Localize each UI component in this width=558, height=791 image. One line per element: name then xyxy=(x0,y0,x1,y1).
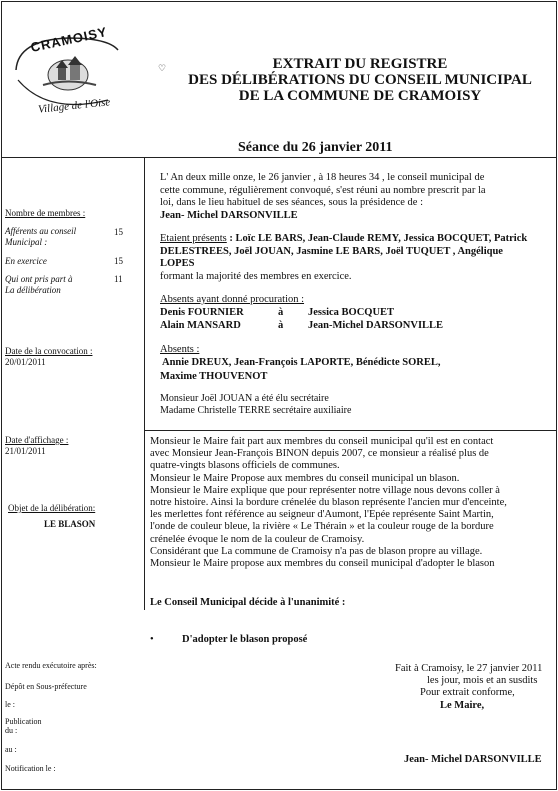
depot-date-label: le : xyxy=(5,700,15,709)
commune-logo xyxy=(8,24,126,120)
procuration-title: Absents ayant donné procuration : xyxy=(160,294,305,305)
depot-label: Dépôt en Sous-préfecture xyxy=(5,682,87,691)
affichage-date: 21/01/2011 xyxy=(5,446,46,456)
procuration-row-1-from: Denis FOURNIER xyxy=(160,307,244,318)
sidebar-divider-lower xyxy=(144,430,145,610)
exercice-value: 15 xyxy=(114,256,123,266)
afferents-label: Afférents au conseil Municipal : xyxy=(5,226,77,247)
convocation-date: 20/01/2011 xyxy=(5,357,46,367)
intro-paragraph: L' An deux mille onze, le 26 janvier , à 18 heures 34 , le conseil municipal de cette commune, régulièrement convoqué, s'est réuni au nombre prescrit par la loi, dans le lieu habituel de ses séances, sous la présidence de : Jean- Michel DARSONVILLE xyxy=(160,172,545,222)
procuration-row-1-to: Jessica BOCQUET xyxy=(308,307,395,318)
president-name: Jean- Michel DARSONVILLE xyxy=(160,209,298,221)
procuration-row-2-from: Alain MANSARD xyxy=(160,320,241,331)
objet-value: LE BLASON xyxy=(44,519,96,529)
presents-label: Etaient présents xyxy=(160,233,227,244)
part-label: Qui ont pris part à La délibération xyxy=(5,274,73,295)
procuration-row-2-a: à xyxy=(278,320,284,331)
divider-deliberation xyxy=(144,430,557,431)
session-title: Séance du 26 janvier 2011 xyxy=(238,140,393,155)
affichage-title: Date d'affichage : xyxy=(5,435,69,445)
acte-label: Acte rendu exécutoire après: xyxy=(5,661,97,670)
exercice-label: En exercice xyxy=(5,256,47,266)
signature-line-1: Fait à Cramoisy, le 27 janvier 2011 xyxy=(395,663,543,674)
publication-label: Publication xyxy=(5,717,42,726)
logo-tagline: Village de l'Oise xyxy=(37,96,111,116)
convocation-title: Date de la convocation : xyxy=(5,346,93,356)
members-title: Nombre de membres : xyxy=(5,208,86,218)
objet-title: Objet de la délibération: xyxy=(8,503,96,513)
procuration-row-1-a: à xyxy=(278,307,284,318)
secretary-line-2: Madame Christelle TERRE secrétaire auxiliaire xyxy=(160,405,352,416)
heart-icon: ♡ xyxy=(158,63,167,73)
deliberation-text: Monsieur le Maire fait part aux membres du conseil municipal qu'il est en contact avec Monsieur Jean-François BINON depuis 2007, ce monsieur a réalisé plus de quatre-vingts blasons officiels de communes. Monsieur le Maire Propose aux membres du conseil municipal un blason. Monsieur le Maire explique que pour représenter notre village nous devons coller à notre histoire. Ainsi la bordure crénelée du blason représente l'ancien mur d'enceinte, les merlettes font référence au seigneur d'Aumont, l'Epée représente Saint Martin, l'onde de couleur bleue, la rivière « Le Thérain » et la couleur rouge de la bordure crénelée évoque le nom de la couleur de Cramoisy. Considérant que La commune de Cramoisy n'a pas de blason propre au village. Monsieur le Maire propose aux membres du conseil municipal d'adopter le blason xyxy=(150,436,507,570)
document-header xyxy=(160,56,558,104)
notification-label: Notification le : xyxy=(5,764,56,773)
signature-title: Le Maire, xyxy=(440,700,485,711)
publication-du-label: du : xyxy=(5,726,18,735)
divider-top xyxy=(1,157,557,158)
absents-line-2: Maxime THOUVENOT xyxy=(160,371,268,382)
absents-title: Absents : xyxy=(160,344,200,355)
publication-au-label: au : xyxy=(5,745,17,754)
header-line-2: DES DÉLIBÉRATIONS DU CONSEIL MUNICIPAL xyxy=(188,72,532,88)
secretary-line-1: Monsieur Joël JOUAN a été élu secrétaire xyxy=(160,393,329,404)
logo-name: CRAMOISY xyxy=(29,24,109,55)
decision-item: D'adopter le blason proposé xyxy=(182,634,308,645)
signature-line-2: les jour, mois et an susdits xyxy=(427,675,538,686)
bullet-icon: • xyxy=(150,634,154,645)
decision-title: Le Conseil Municipal décide à l'unanimité : xyxy=(150,597,346,608)
presents-block: Etaient présents : Loïc LE BARS, Jean-Claude REMY, Jessica BOCQUET, Patrick DELESTREES, Joël JOUAN, Jasmine LE BARS, Joël TUQUET , Angélique LOPES formant la majorité des membres en exercice. xyxy=(160,233,528,282)
part-value: 11 xyxy=(114,274,123,284)
absents-line-1: Annie DREUX, Jean-François LAPORTE, Bénédicte SOREL, xyxy=(162,357,441,368)
mayor-name: Jean- Michel DARSONVILLE xyxy=(404,754,542,765)
afferents-value: 15 xyxy=(114,227,123,237)
header-line-1: EXTRAIT DU REGISTRE xyxy=(272,56,448,72)
signature-line-3: Pour extrait conforme, xyxy=(420,687,515,698)
header-line-3: DE LA COMMUNE DE CRAMOISY xyxy=(238,88,482,104)
procuration-row-2-to: Jean-Michel DARSONVILLE xyxy=(308,320,444,331)
sidebar-divider xyxy=(144,157,145,430)
